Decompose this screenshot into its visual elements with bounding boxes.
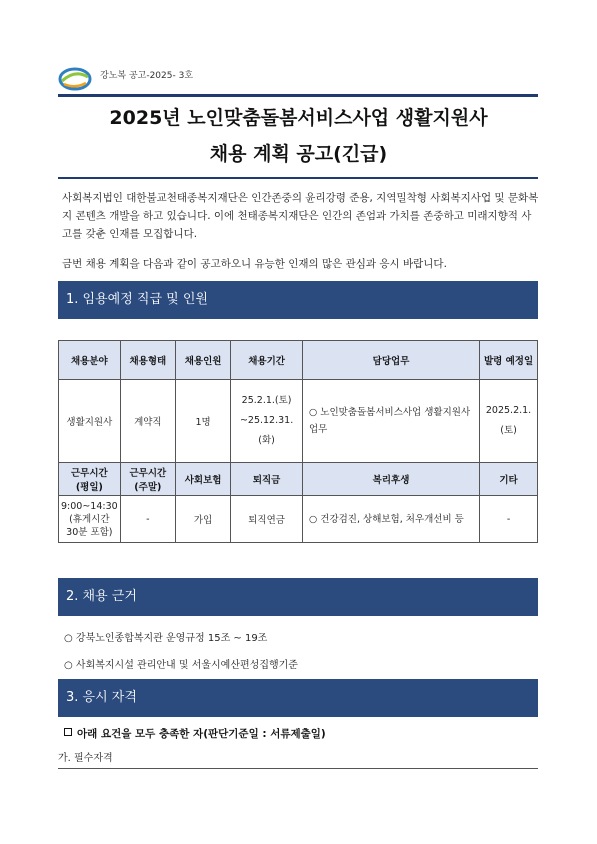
section-heading-basis: 2. 채용 근거 (58, 578, 538, 616)
header-severance: 퇴직금 (231, 463, 303, 496)
cell-insurance: 가입 (175, 496, 230, 543)
weekday-hours-break: (휴게시간 (69, 513, 110, 525)
cell-weekend-hours: - (120, 496, 175, 543)
section-heading-positions: 1. 임용예정 직급 및 인원 (58, 281, 538, 319)
cell-duty: ○ 노인맞춤돌봄서비스사업 생활지원사 업무 (302, 380, 479, 463)
header-weekday-hours-label: 근무시간 (70, 468, 108, 479)
appointment-day: (토) (500, 425, 517, 436)
title-line-1: 2025년 노인맞춤돌봄서비스사업 생활지원사 (109, 107, 488, 129)
table-header-row-2 (59, 463, 538, 496)
bottom-rule (58, 768, 538, 769)
header-insurance: 사회보험 (175, 463, 230, 496)
recruitment-table (58, 340, 538, 543)
cell-count: 1명 (175, 380, 230, 463)
section-heading-qualification: 3. 응시 자격 (58, 679, 538, 717)
header-field: 채용분야 (59, 341, 121, 380)
table-row (59, 380, 538, 463)
table-header-row (59, 341, 538, 380)
header-weekday-hours (59, 463, 121, 496)
top-rule (58, 94, 538, 97)
basis-item: ○ 사회복지시설 관리안내 및 서울시예산편성집행기준 (64, 660, 298, 671)
cell-etc: - (480, 496, 538, 543)
weekday-hours-break-note: 30분 포함) (66, 526, 113, 538)
cell-period (231, 380, 303, 463)
cell-severance: 퇴직연금 (231, 496, 303, 543)
period-end: ~25.12.31.(화) (239, 415, 294, 446)
intro-paragraph-1: 사회복지법인 대한불교천태종복지재단은 인간존중의 윤리강령 준용, 지역밀착형 사회복지사업 및 문화복지 콘텐츠 개발을 하고 있습니다. 이에 천태종복지재단은 인간의 존엄과 가치를 존중하고 미래지향적 사고를 갖춘 인재를 모집합니다. (62, 192, 539, 240)
cell-type: 계약직 (120, 380, 175, 463)
document-number: 강노복 공고-2025- 3호 (100, 71, 194, 81)
required-qualification-label: 가. 필수자격 (58, 753, 113, 764)
header-weekend-hours-label: 근무시간 (129, 468, 167, 479)
header-type: 채용형태 (120, 341, 175, 380)
cell-field: 생활지원사 (59, 380, 121, 463)
basis-item: ○ 강북노인종합복지관 운영규정 15조 ~ 19조 (64, 633, 268, 644)
header-count: 채용인원 (175, 341, 230, 380)
header-appointment-date: 발령 예정일 (480, 341, 538, 380)
period-start: 25.2.1.(토) (241, 395, 292, 406)
weekday-hours-time: 9:00~14:30 (61, 500, 118, 512)
qualification-requirement-text: 아래 요건을 모두 충족한 자(판단기준일 : 서류제출일) (77, 728, 326, 740)
header-welfare: 복리후생 (302, 463, 479, 496)
square-bullet-icon (64, 728, 72, 736)
header-weekend-hours-sub: (주말) (134, 482, 162, 493)
cell-weekday-hours (59, 496, 121, 543)
header-etc: 기타 (480, 463, 538, 496)
cell-welfare: ○ 건강검진, 상해보험, 처우개선비 등 (302, 496, 479, 543)
header-weekday-hours-sub: (평일) (75, 482, 103, 493)
organization-logo-icon (58, 67, 92, 91)
qualification-requirement (64, 726, 326, 741)
intro-paragraph-2: 금번 채용 계획을 다음과 같이 공고하오니 유능한 인재의 많은 관심과 응시 바랍니다. (62, 258, 447, 270)
appointment-date: 2025.2.1. (485, 405, 532, 416)
title-rule (58, 177, 538, 179)
header-duty: 담당업무 (302, 341, 479, 380)
header-period: 채용기간 (231, 341, 303, 380)
header-weekend-hours (120, 463, 175, 496)
cell-appointment-date (480, 380, 538, 463)
table-row (59, 496, 538, 543)
title-line-2: 채용 계획 공고(긴급) (209, 143, 388, 165)
